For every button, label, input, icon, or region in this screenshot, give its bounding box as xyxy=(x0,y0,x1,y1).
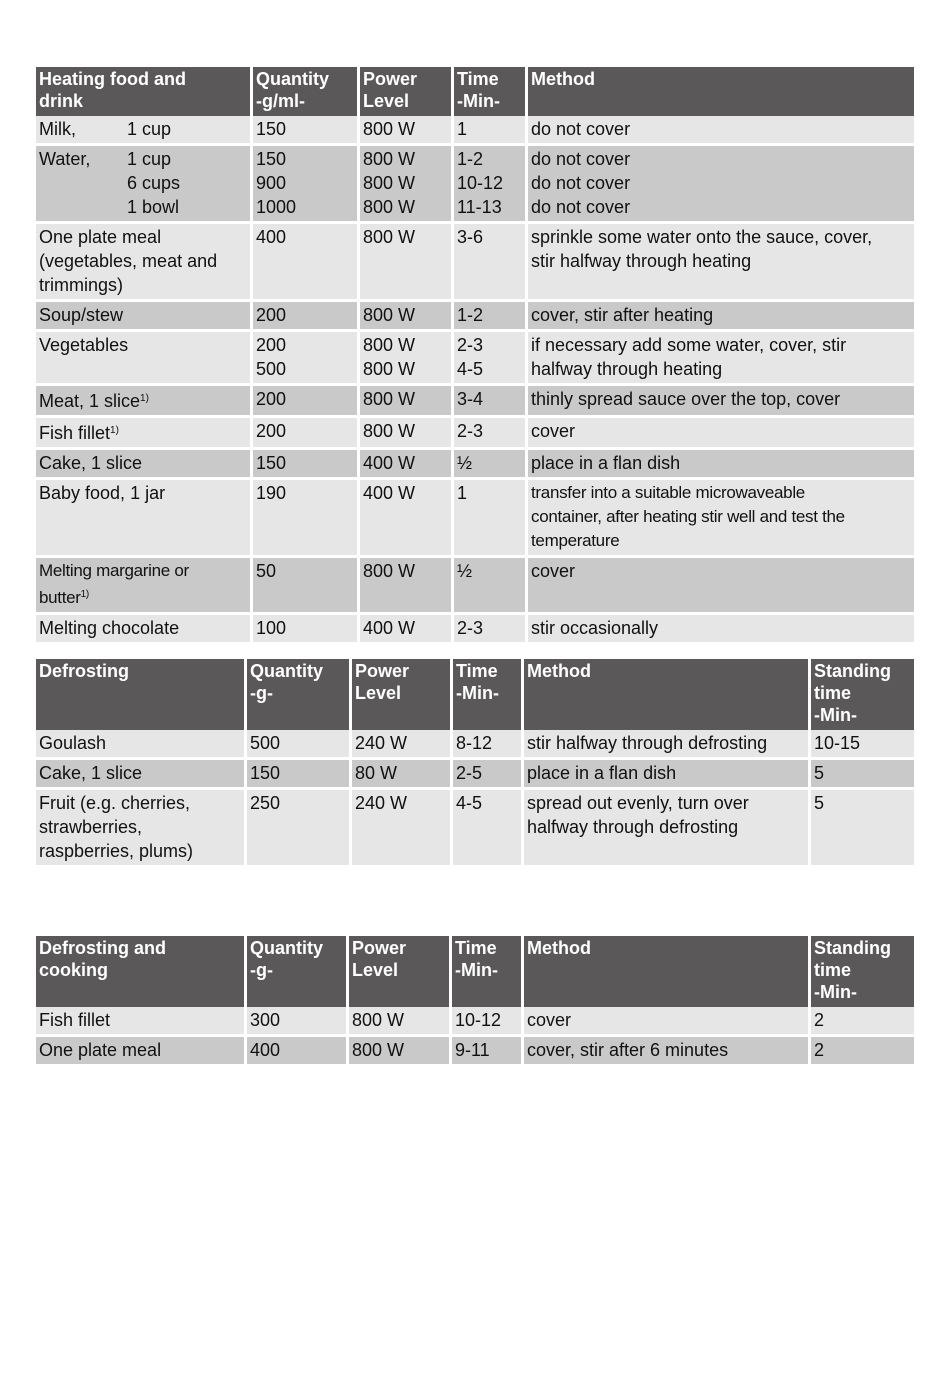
table-row xyxy=(36,116,914,143)
food-cell: Melting margarine or butter$^{1)}$ xyxy=(36,555,250,612)
heating-table xyxy=(33,67,917,642)
method-cell: sprinkle some water onto the sauce, cover, stir halfway through heating xyxy=(528,221,914,299)
food-cell: Fish fillet xyxy=(36,1007,244,1034)
footnote-marker: 1) xyxy=(140,393,149,404)
food-cell: One plate meal (vegetables, meat and trimmings) xyxy=(36,221,250,299)
time-cell: 9-11 xyxy=(452,1034,521,1064)
food-cell: Cake, 1 slice xyxy=(36,757,244,787)
time-cell: 1 xyxy=(454,477,525,555)
method-cell: transfer into a suitable microwaveable container, after heating stir well and test the temperature xyxy=(528,477,914,555)
standing-cell: 2 xyxy=(811,1007,914,1034)
time-cell: 2-3 4-5 xyxy=(454,329,525,383)
table-row xyxy=(36,555,914,612)
method-cell: do not cover do not cover do not cover xyxy=(528,143,914,221)
time-cell: ½ xyxy=(454,447,525,477)
power-cell: 400 W xyxy=(360,447,451,477)
table-row xyxy=(36,299,914,329)
header-power-level: Power Level xyxy=(352,659,450,730)
food-cell: Fruit (e.g. cherries, strawberries, raspberries, plums) xyxy=(36,787,244,865)
standing-cell: 5 xyxy=(811,787,914,865)
quantity-cell: 250 xyxy=(247,787,349,865)
quantity-cell: 200 xyxy=(253,383,357,415)
header-method: Method xyxy=(524,659,808,730)
time-cell: 1 xyxy=(454,116,525,143)
method-cell: stir halfway through defrosting xyxy=(524,730,808,757)
time-cell: 4-5 xyxy=(453,787,521,865)
header-method: Method xyxy=(524,936,808,1007)
power-cell: 400 W xyxy=(360,612,451,642)
power-cell: 240 W xyxy=(352,787,450,865)
method-cell: place in a flan dish xyxy=(524,757,808,787)
power-cell: 400 W xyxy=(360,477,451,555)
table-row xyxy=(36,787,914,865)
quantity-cell: 400 xyxy=(247,1034,346,1064)
time-cell: 3-4 xyxy=(454,383,525,415)
table-row xyxy=(36,757,914,787)
quantity-cell: 150 xyxy=(253,116,357,143)
quantity-cell: 190 xyxy=(253,477,357,555)
header-power-level: Power Level xyxy=(360,67,451,116)
quantity-cell: 500 xyxy=(247,730,349,757)
footnote-marker: 1) xyxy=(110,425,119,436)
quantity-cell: 200 xyxy=(253,299,357,329)
table-row xyxy=(36,730,914,757)
food-cell: Meat, 1 slice$^{1)}$ xyxy=(36,383,250,415)
power-cell: 800 W 800 W 800 W xyxy=(360,143,451,221)
quantity-cell: 150 xyxy=(247,757,349,787)
power-cell: 80 W xyxy=(352,757,450,787)
power-cell: 800 W xyxy=(360,555,451,612)
power-cell: 800 W 800 W xyxy=(360,329,451,383)
quantity-cell: 200 500 xyxy=(253,329,357,383)
power-cell: 800 W xyxy=(360,383,451,415)
method-cell: stir occasionally xyxy=(528,612,914,642)
time-cell: ½ xyxy=(454,555,525,612)
defrosting-table xyxy=(33,659,917,865)
footnote-marker: 1) xyxy=(80,589,89,600)
header-time: Time -Min- xyxy=(453,659,521,730)
food-cell: Vegetables xyxy=(36,329,250,383)
header-heating-food: Heating food and drink xyxy=(36,67,250,116)
food-cell: Fish fillet$^{1)}$ xyxy=(36,415,250,447)
time-cell: 2-5 xyxy=(453,757,521,787)
time-cell: 2-3 xyxy=(454,612,525,642)
method-cell: cover xyxy=(528,415,914,447)
quantity-cell: 50 xyxy=(253,555,357,612)
power-cell: 800 W xyxy=(349,1034,449,1064)
method-cell: if necessary add some water, cover, stir halfway through heating xyxy=(528,329,914,383)
quantity-cell: 150 900 1000 xyxy=(253,143,357,221)
method-cell: do not cover xyxy=(528,116,914,143)
method-cell: cover xyxy=(524,1007,808,1034)
table-row xyxy=(36,447,914,477)
header-method: Method xyxy=(528,67,914,116)
header-quantity: Quantity -g- xyxy=(247,936,346,1007)
standing-cell: 5 xyxy=(811,757,914,787)
food-cell: Melting chocolate xyxy=(36,612,250,642)
quantity-cell: 400 xyxy=(253,221,357,299)
time-cell: 2-3 xyxy=(454,415,525,447)
header-defrosting-cooking: Defrosting and cooking xyxy=(36,936,244,1007)
time-cell: 3-6 xyxy=(454,221,525,299)
table-row xyxy=(36,143,914,221)
food-cell: Baby food, 1 jar xyxy=(36,477,250,555)
food-cell: Water, 1 cup 6 cups 1 bowl xyxy=(36,143,250,221)
food-cell: Goulash xyxy=(36,730,244,757)
header-defrosting: Defrosting xyxy=(36,659,244,730)
method-cell: cover, stir after 6 minutes xyxy=(524,1034,808,1064)
header-quantity: Quantity -g/ml- xyxy=(253,67,357,116)
header-standing-time: Standing time -Min- xyxy=(811,936,914,1007)
food-cell: Cake, 1 slice xyxy=(36,447,250,477)
quantity-cell: 200 xyxy=(253,415,357,447)
header-quantity: Quantity -g- xyxy=(247,659,349,730)
food-cell: Soup/stew xyxy=(36,299,250,329)
time-cell: 10-12 xyxy=(452,1007,521,1034)
food-cell: One plate meal xyxy=(36,1034,244,1064)
power-cell: 800 W xyxy=(349,1007,449,1034)
power-cell: 800 W xyxy=(360,116,451,143)
table-row xyxy=(36,329,914,383)
quantity-cell: 100 xyxy=(253,612,357,642)
header-time: Time -Min- xyxy=(454,67,525,116)
header-time: Time -Min- xyxy=(452,936,521,1007)
quantity-cell: 150 xyxy=(253,447,357,477)
defrosting-cooking-table xyxy=(33,936,917,1064)
power-cell: 800 W xyxy=(360,299,451,329)
method-cell: cover xyxy=(528,555,914,612)
standing-cell: 10-15 xyxy=(811,730,914,757)
table-row xyxy=(36,1034,914,1064)
table-row xyxy=(36,612,914,642)
time-cell: 8-12 xyxy=(453,730,521,757)
header-standing-time: Standing time -Min- xyxy=(811,659,914,730)
header-power-level: Power Level xyxy=(349,936,449,1007)
method-cell: spread out evenly, turn over halfway through defrosting xyxy=(524,787,808,865)
table-row xyxy=(36,221,914,299)
method-cell: place in a flan dish xyxy=(528,447,914,477)
table-row xyxy=(36,1007,914,1034)
time-cell: 1-2 xyxy=(454,299,525,329)
power-cell: 800 W xyxy=(360,415,451,447)
power-cell: 800 W xyxy=(360,221,451,299)
quantity-cell: 300 xyxy=(247,1007,346,1034)
food-cell: Milk, 1 cup xyxy=(36,116,250,143)
table-row xyxy=(36,383,914,415)
method-cell: thinly spread sauce over the top, cover xyxy=(528,383,914,415)
power-cell: 240 W xyxy=(352,730,450,757)
table-row xyxy=(36,477,914,555)
time-cell: 1-2 10-12 11-13 xyxy=(454,143,525,221)
table-row xyxy=(36,415,914,447)
standing-cell: 2 xyxy=(811,1034,914,1064)
method-cell: cover, stir after heating xyxy=(528,299,914,329)
